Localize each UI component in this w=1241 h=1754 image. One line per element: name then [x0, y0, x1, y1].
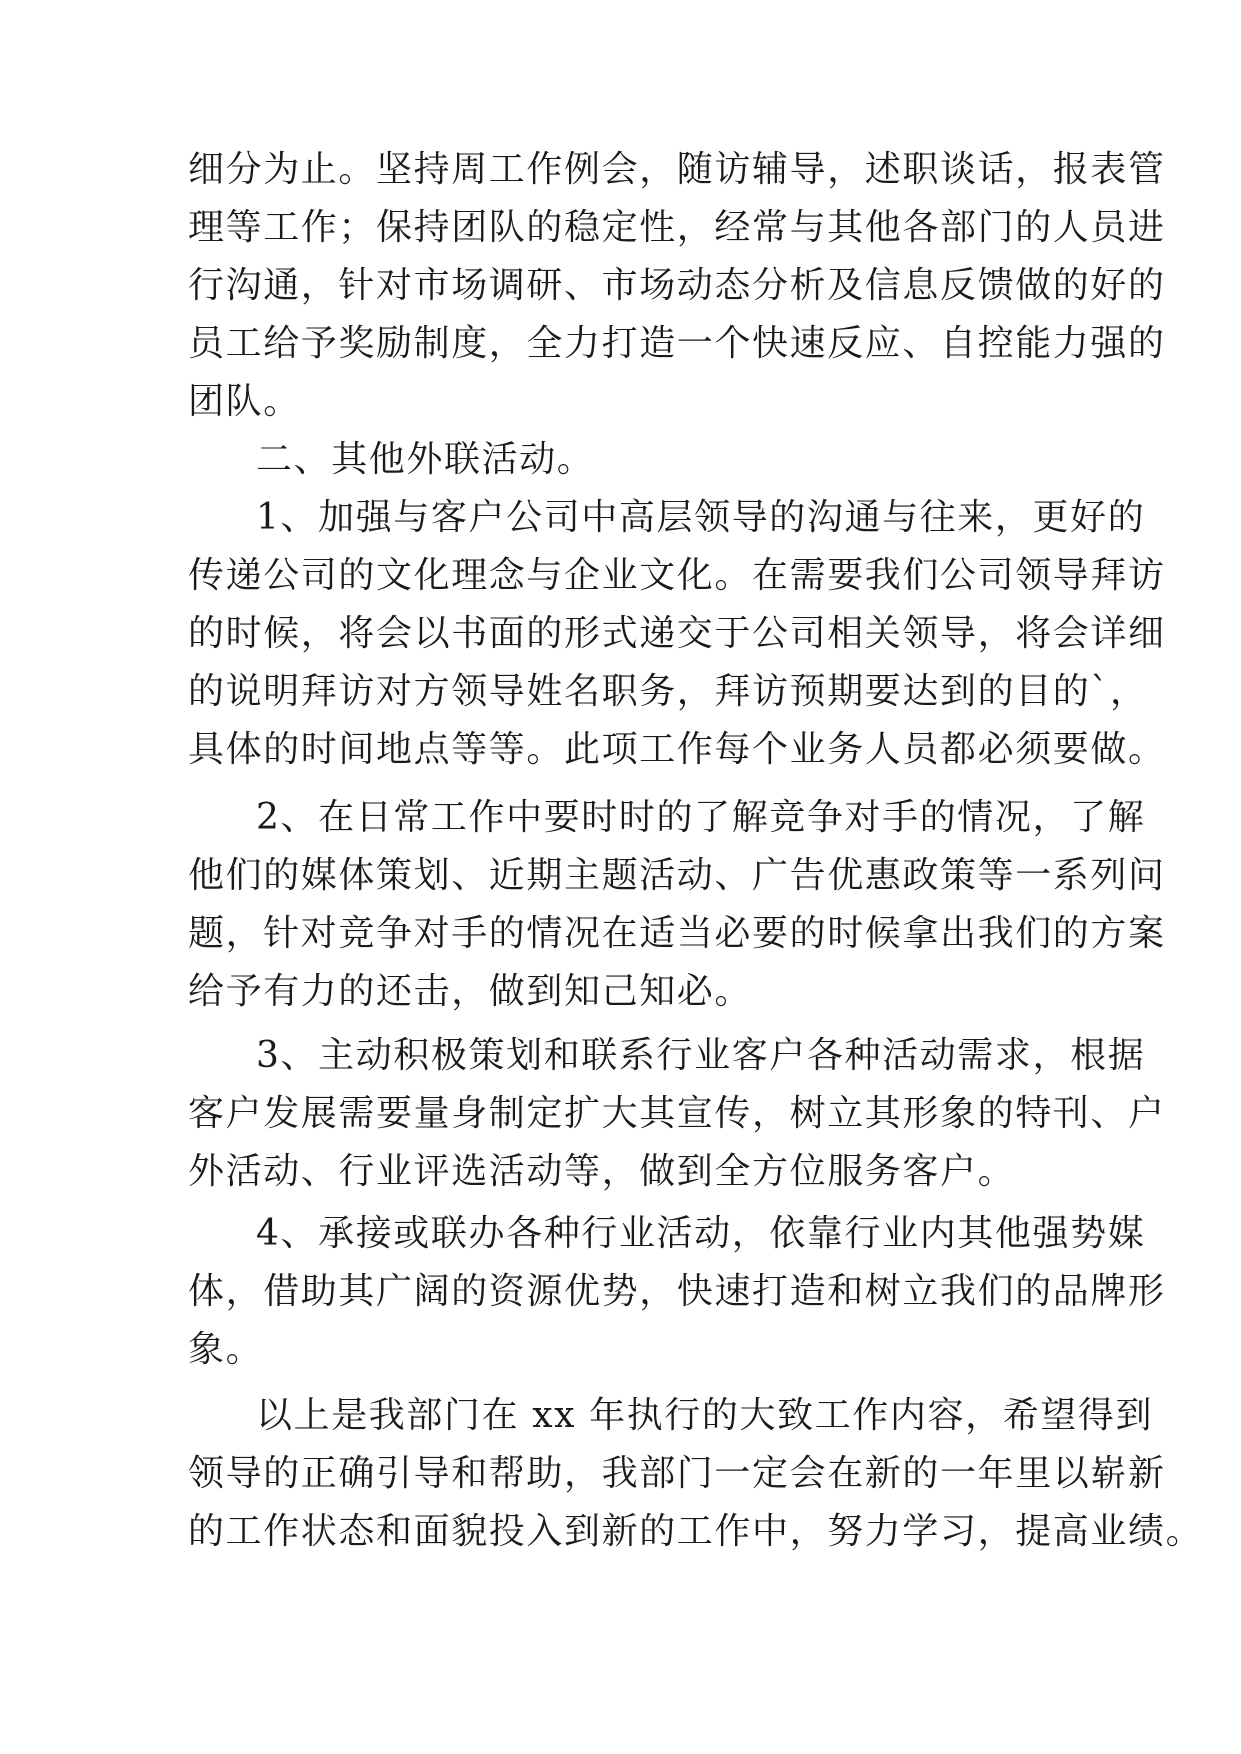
text-line: 4、承接或联办各种行业活动，依靠行业内其他强势媒 [256, 1213, 1146, 1254]
text-line: 3、主动积极策划和联系行业客户各种活动需求，根据 [256, 1035, 1146, 1076]
text-line: 以上是我部门在 xx 年执行的大致工作内容，希望得到 [256, 1395, 1154, 1436]
text-line: 员工给予奖励制度，全力打造一个快速反应、自控能力强的 [188, 323, 1166, 364]
text-line: 题，针对竞争对手的情况在适当必要的时候拿出我们的方案 [188, 913, 1166, 954]
text-line: 细分为止。坚持周工作例会，随访辅导，述职谈话，报表管 [188, 149, 1166, 190]
text-line: 客户发展需要量身制定扩大其宣传，树立其形象的特刊、户 [188, 1093, 1166, 1134]
text-line: 的说明拜访对方领导姓名职务，拜访预期要达到的目的`， [188, 671, 1148, 712]
text-line: 领导的正确引导和帮助，我部门一定会在新的一年里以崭新 [188, 1453, 1166, 1494]
text-line: 具体的时间地点等等。此项工作每个业务人员都必须要做。 [188, 729, 1166, 770]
text-line: 外活动、行业评选活动等，做到全方位服务客户。 [188, 1151, 1016, 1192]
text-line: 体，借助其广阔的资源优势，快速打造和树立我们的品牌形 [188, 1271, 1166, 1312]
text-line: 给予有力的还击，做到知己知必。 [188, 971, 753, 1012]
text-line: 的工作状态和面貌投入到新的工作中，努力学习，提高业绩。 [188, 1511, 1204, 1552]
text-line: 2、在日常工作中要时时的了解竞争对手的情况，了解 [256, 797, 1146, 838]
text-line: 理等工作；保持团队的稳定性，经常与其他各部门的人员进 [188, 207, 1166, 248]
text-line: 1、加强与客户公司中高层领导的沟通与往来，更好的 [256, 497, 1146, 538]
text-line: 团队。 [188, 381, 301, 422]
text-line: 象。 [188, 1329, 264, 1370]
section-heading: 二、其他外联活动。 [256, 439, 595, 480]
text-line: 传递公司的文化理念与企业文化。在需要我们公司领导拜访 [188, 555, 1166, 596]
text-line: 他们的媒体策划、近期主题活动、广告优惠政策等一系列问 [188, 855, 1166, 896]
text-line: 的时候，将会以书面的形式递交于公司相关领导，将会详细 [188, 613, 1166, 654]
text-line: 行沟通，针对市场调研、市场动态分析及信息反馈做的好的 [188, 265, 1166, 306]
